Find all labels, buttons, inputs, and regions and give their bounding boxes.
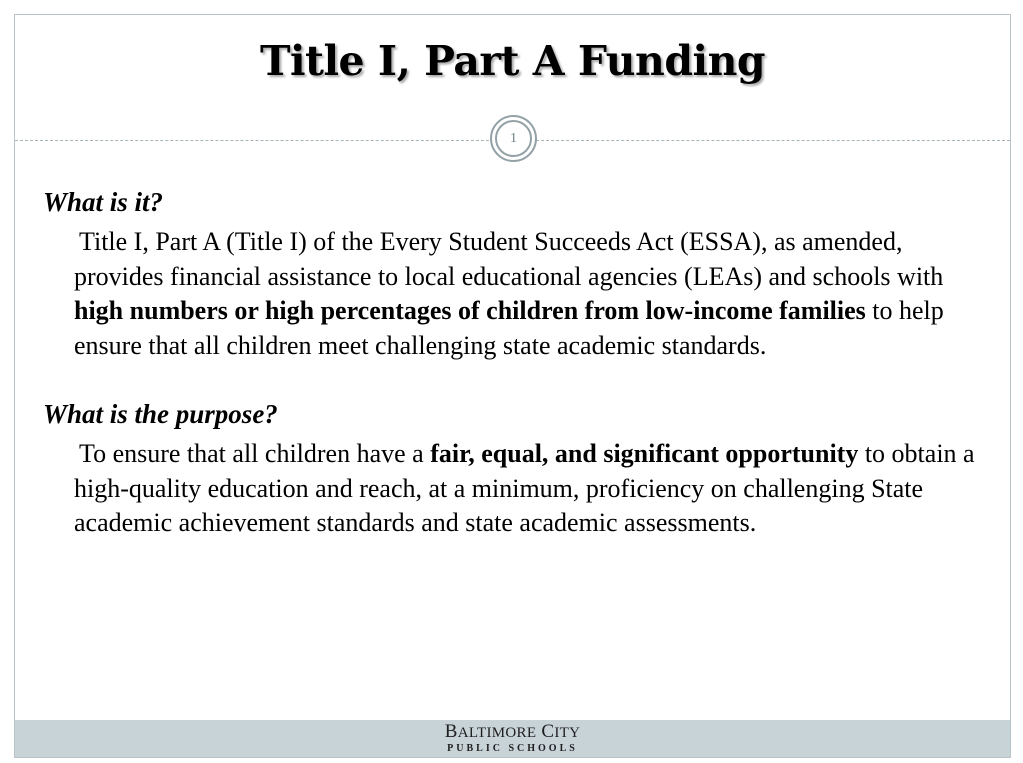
page-number-badge	[490, 115, 537, 162]
logo-initial: B	[444, 721, 458, 742]
paragraph-text: to help ensure that all children meet challenging state academic standards.	[74, 296, 944, 360]
slide	[14, 14, 1011, 758]
logo-text: ITY	[554, 725, 581, 741]
paragraph-bold-text: fair, equal, and significant opportunity	[430, 439, 859, 468]
section-spacer	[43, 363, 993, 397]
public-schools-logo-text: PUBLIC SCHOOLS	[447, 743, 578, 754]
section-what-is-it	[43, 185, 993, 363]
paragraph-text: to obtain a high-quality education and reach, at a minimum, proficiency on challenging State academic achievement standards and state academic assessments.	[74, 439, 975, 537]
section-paragraph	[74, 225, 993, 363]
paragraph-text: Title I, Part A (Title I) of the Every Student Succeeds Act (ESSA), as amended, provides financial assistance to local educational agencies (LEAs) and schools with	[74, 227, 944, 291]
section-purpose	[43, 397, 993, 541]
section-heading: What is the purpose?	[43, 399, 278, 429]
paragraph-text: To ensure that all children have a	[79, 439, 431, 468]
section-paragraph	[74, 437, 993, 541]
paragraph-bold-text: high numbers or high percentages of children from low-income families	[74, 296, 866, 325]
baltimore-city-logo	[445, 722, 580, 743]
section-heading: What is it?	[43, 187, 164, 217]
logo-initial: C	[541, 721, 555, 742]
footer-bar	[15, 720, 1010, 757]
slide-content	[43, 185, 993, 541]
logo-text: ALTIMORE	[457, 725, 537, 741]
slide-title: Title I, Part A Funding	[259, 37, 766, 85]
page-number: 1	[510, 130, 517, 146]
